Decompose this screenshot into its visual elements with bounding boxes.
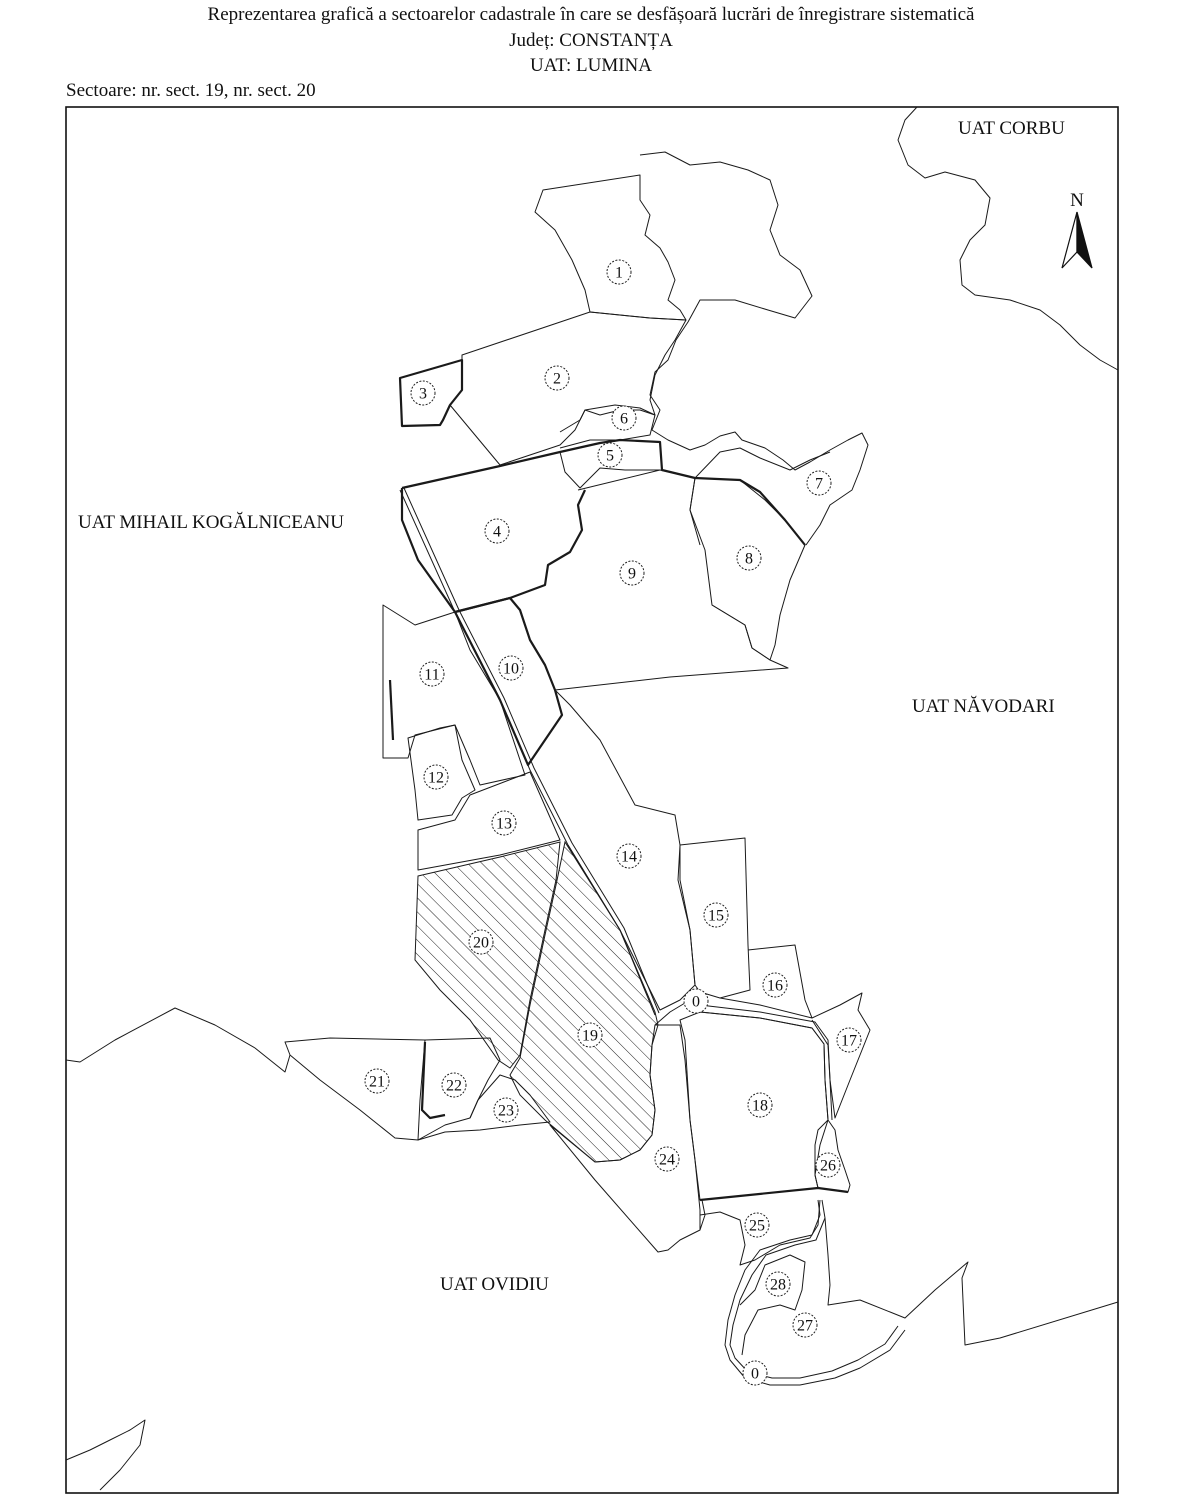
sector-number-label: 4 xyxy=(493,523,501,541)
sector-number-label: 14 xyxy=(621,848,637,866)
sector-marker-19 xyxy=(578,1023,602,1047)
sector-markers xyxy=(365,260,861,1385)
map-frame xyxy=(66,107,1118,1493)
sector-21-boundary xyxy=(285,1038,425,1140)
sector-number-label: 3 xyxy=(419,385,427,403)
sector-marker-21 xyxy=(365,1069,389,1093)
sector-number-label: 0 xyxy=(751,1365,759,1383)
uat-label: UAT: LUMINA xyxy=(529,55,652,76)
sector-number-label: 6 xyxy=(620,410,628,428)
sector-marker-22 xyxy=(442,1073,466,1097)
sector-marker-3 xyxy=(411,381,435,405)
sector-4-boundary xyxy=(402,488,585,612)
sector-marker-15 xyxy=(704,903,728,927)
sector-number-label: 24 xyxy=(659,1151,675,1169)
sector-marker-23 xyxy=(494,1098,518,1122)
sector-number-label: 22 xyxy=(446,1077,462,1095)
sector-number-label: 17 xyxy=(841,1032,857,1050)
sector-marker-7 xyxy=(807,471,831,495)
sector-number-label: 8 xyxy=(745,550,753,568)
sector-number-label: 23 xyxy=(498,1102,514,1120)
coast-line xyxy=(640,152,868,545)
sector-marker-5 xyxy=(598,443,622,467)
ovidiu-boundary xyxy=(66,1008,290,1072)
sector-marker-26 xyxy=(816,1153,840,1177)
uat-navodari-label: UAT NĂVODARI xyxy=(912,696,1055,717)
sector-marker-1 xyxy=(607,260,631,284)
sector-28-boundary xyxy=(740,1255,805,1355)
north-arrow-icon xyxy=(1062,190,1092,268)
sector-marker-2 xyxy=(545,366,569,390)
sector-marker-6 xyxy=(612,406,636,430)
sector-1-boundary xyxy=(535,175,686,320)
sector-marker-9 xyxy=(620,561,644,585)
sector-9-edge xyxy=(690,478,700,545)
sector-marker-12 xyxy=(424,765,448,789)
sector-11-boundary xyxy=(383,605,525,785)
uat-mihail-kogalniceanu-label: UAT MIHAIL KOGĂLNICEANU xyxy=(78,512,344,533)
corbu-boundary xyxy=(898,107,1118,370)
sector-marker-25 xyxy=(745,1213,769,1237)
sector-marker-0 xyxy=(684,989,708,1013)
sector-10-boundary xyxy=(455,598,562,765)
sector-number-label: 18 xyxy=(752,1097,768,1115)
sector-number-label: 28 xyxy=(770,1276,786,1294)
road-26 xyxy=(700,1188,848,1200)
sector-number-label: 7 xyxy=(815,475,823,493)
sector-marker-28 xyxy=(766,1272,790,1296)
sector-marker-27 xyxy=(793,1313,817,1337)
sector-22-edge xyxy=(422,1042,445,1118)
sector-number-label: 27 xyxy=(797,1317,813,1335)
sector-number-label: 15 xyxy=(708,907,724,925)
sector-7-boundary xyxy=(695,448,830,478)
sectors-caption: Sectoare: nr. sect. 19, nr. sect. 20 xyxy=(66,80,316,101)
sector-marker-20 xyxy=(469,930,493,954)
map-title: Reprezentarea grafică a sectoarelor cadastrale în care se desfășoară lucrări de înregistrare sistematică xyxy=(207,4,975,25)
sector-17-boundary xyxy=(812,993,870,1118)
sector-marker-24 xyxy=(655,1147,679,1171)
sector-number-label: 0 xyxy=(692,993,700,1011)
sector-number-label: 2 xyxy=(553,370,561,388)
sector-marker-17 xyxy=(837,1028,861,1052)
sector-marker-10 xyxy=(499,656,523,680)
sector-11-edge xyxy=(390,680,393,740)
sector-number-label: 26 xyxy=(820,1157,836,1175)
sector-number-label: 19 xyxy=(582,1027,598,1045)
sector-number-label: 13 xyxy=(496,815,512,833)
sector-marker-4 xyxy=(485,519,509,543)
sector-marker-0 xyxy=(743,1361,767,1385)
sector-marker-13 xyxy=(492,811,516,835)
sector-number-label: 9 xyxy=(628,565,636,583)
uat-corbu-label: UAT CORBU xyxy=(958,118,1065,139)
sector-number-label: 25 xyxy=(749,1217,765,1235)
sector-marker-11 xyxy=(420,662,444,686)
sector-marker-14 xyxy=(617,844,641,868)
sector-27-boundary xyxy=(825,1218,1118,1345)
county-label: Județ: CONSTANȚA xyxy=(509,30,673,51)
sector-number-label: 20 xyxy=(473,934,489,952)
sector-marker-8 xyxy=(737,546,761,570)
sector-number-label: 10 xyxy=(503,660,519,678)
sector-9-boundary xyxy=(510,470,788,690)
north-arrow-label: N xyxy=(1070,190,1084,211)
sector-marker-18 xyxy=(748,1093,772,1117)
ovidiu-boundary-lower xyxy=(66,1420,145,1490)
sector-number-label: 21 xyxy=(369,1073,385,1091)
sector-marker-16 xyxy=(763,973,787,997)
uat-ovidiu-label: UAT OVIDIU xyxy=(440,1274,549,1295)
sector-number-label: 16 xyxy=(767,977,783,995)
sector-number-label: 11 xyxy=(424,666,440,684)
sector-number-label: 12 xyxy=(428,769,444,787)
sector-number-label: 5 xyxy=(606,447,614,465)
sector-number-label: 1 xyxy=(615,264,623,282)
